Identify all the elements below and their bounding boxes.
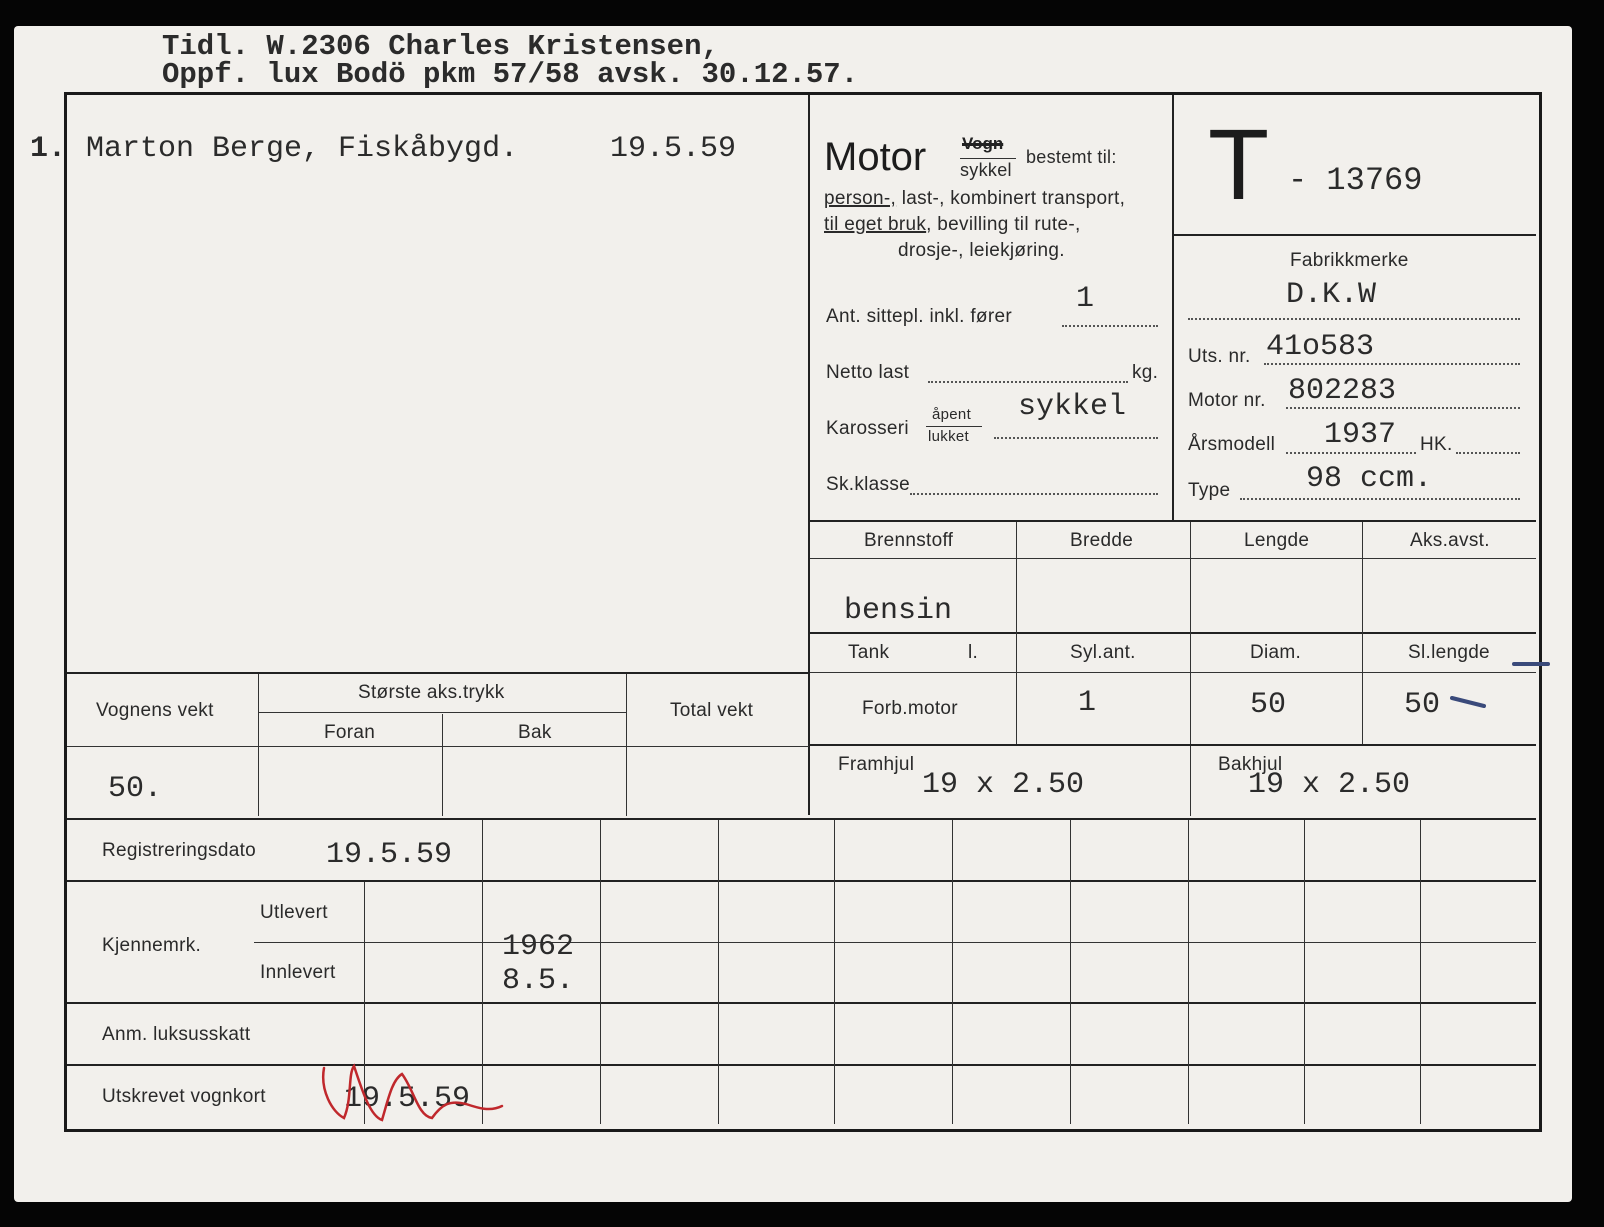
tank-unit: l. <box>968 642 979 663</box>
reg-col-j <box>1420 820 1421 1124</box>
seats-label: Ant. sittepl. inkl. fører <box>826 306 1012 327</box>
fuel-table-top <box>810 520 1536 522</box>
weight-table-top <box>67 672 809 674</box>
bakhjul-value: 19 x 2.50 <box>1248 768 1411 802</box>
ink-mark-sl <box>1450 692 1490 712</box>
diam-header: Diam. <box>1250 642 1302 663</box>
vognkort-value: 19.5.59 <box>344 1082 471 1116</box>
type-dots <box>1240 498 1520 500</box>
skklasse-label: Sk.klasse <box>826 474 911 495</box>
ink-mark-edge <box>1512 656 1552 672</box>
karosseri-label: Karosseri <box>826 418 909 439</box>
registration-row-2 <box>67 880 1536 882</box>
kjenn-mid-rule <box>254 942 1536 943</box>
purpose-line-1-rest: last-, kombinert transport, <box>896 188 1126 209</box>
framhjul-value: 19 x 2.50 <box>922 768 1085 802</box>
foran-label: Foran <box>324 722 376 743</box>
bestemt-til: bestemt til: <box>1026 147 1117 167</box>
syl-value: 1 <box>1078 686 1097 720</box>
reg-col-i <box>1304 820 1305 1124</box>
purpose-line-1 <box>824 188 1125 210</box>
owner-panel-divider <box>808 95 810 815</box>
utlevert-label: Utlevert <box>260 902 328 923</box>
purpose-line-2-rest: , bevilling til rute-, <box>926 214 1081 235</box>
wheel-col <box>1190 746 1191 816</box>
brennstoff-header: Brennstoff <box>864 530 954 551</box>
fuel-table-mid <box>810 632 1536 634</box>
storste-akstrykk-label: Største aks.trykk <box>358 682 505 703</box>
vogn-sykkel-rule <box>960 158 1016 159</box>
total-vekt-label: Total vekt <box>670 700 754 721</box>
weight-col-1 <box>258 674 259 816</box>
registration-row-4 <box>67 1064 1536 1066</box>
year-label: Årsmodell <box>1188 434 1276 455</box>
reg-col-c <box>600 820 601 1124</box>
tank-header: Tank <box>848 642 890 663</box>
fuel-col-2 <box>1190 522 1191 744</box>
innlevert-label: Innlevert <box>260 962 336 983</box>
vogn-struck: Vogn <box>962 134 1004 153</box>
purpose-reg-divider <box>1172 95 1174 520</box>
fuel-header-rule <box>810 558 1536 559</box>
framhjul-label: Framhjul <box>838 754 915 775</box>
motor-word: Motor <box>824 135 927 179</box>
year-dots <box>1286 452 1416 454</box>
red-signature-scribble <box>318 1060 508 1130</box>
bakhjul-label: Bakhjul <box>1218 754 1283 775</box>
reg-number: - 13769 <box>1288 162 1423 199</box>
weight-col-2 <box>442 714 443 816</box>
netto-dots <box>928 381 1128 383</box>
reg-col-g <box>1070 820 1071 1124</box>
registreringsdato-label: Registreringsdato <box>102 840 257 861</box>
engine-table-bottom <box>810 744 1536 746</box>
seats-value: 1 <box>1076 282 1095 316</box>
karosseri-dots <box>994 437 1158 439</box>
karosseri-fraction-rule <box>926 426 982 427</box>
karosseri-value: sykkel <box>1018 390 1127 424</box>
fuel-col-3 <box>1362 522 1363 744</box>
innlevert-year: 1962 <box>502 930 575 964</box>
netto-label: Netto last <box>826 362 910 383</box>
fabrikkmerke-label: Fabrikkmerke <box>1290 250 1409 271</box>
vognens-vekt-label: Vognens vekt <box>96 700 214 721</box>
reg-letter: T <box>1208 109 1270 221</box>
year-value: 1937 <box>1324 418 1397 452</box>
reg-col-h <box>1188 820 1189 1124</box>
lengde-header: Lengde <box>1244 530 1310 551</box>
kjennemrk-label: Kjennemrk. <box>102 935 202 956</box>
owner-date: 19.5.59 <box>610 132 737 166</box>
owner-name: Marton Berge, Fiskåbygd. <box>86 132 519 166</box>
motor-nr-label: Motor nr. <box>1188 390 1266 411</box>
skklasse-dots <box>910 493 1158 495</box>
previous-owner-note: Tidl. W.2306 Charles Kristensen, <box>162 30 719 63</box>
owner-number: 1. <box>30 132 67 166</box>
weight-aks-rule <box>258 712 626 713</box>
innlevert-date: 8.5. <box>502 964 575 998</box>
registreringsdato-value: 19.5.59 <box>326 838 453 872</box>
bredde-header: Bredde <box>1070 530 1134 551</box>
sl-value: 50 <box>1404 688 1441 722</box>
luksusskatt-label: Anm. luksusskatt <box>102 1024 251 1045</box>
weight-col-3 <box>626 674 627 816</box>
sllengde-header: Sl.lengde <box>1408 642 1490 663</box>
aksavst-header: Aks.avst. <box>1410 530 1490 551</box>
reg-col-e <box>834 820 835 1124</box>
sylant-header: Syl.ant. <box>1070 642 1136 663</box>
hk-label: HK. <box>1420 434 1453 455</box>
uts-label: Uts. nr. <box>1188 346 1251 367</box>
engine-header-rule <box>810 672 1536 673</box>
vehicle-type-block <box>824 135 926 180</box>
reg-divider <box>1174 234 1536 236</box>
person-underlined: person-, <box>824 188 897 209</box>
fabrikkmerke-dots <box>1188 318 1520 320</box>
registration-row-3 <box>67 1002 1536 1004</box>
type-label: Type <box>1188 480 1231 501</box>
bak-label: Bak <box>518 722 552 743</box>
karosseri-lukket: lukket <box>928 428 969 445</box>
diam-value: 50 <box>1250 688 1287 722</box>
karosseri-apent: åpent <box>932 406 972 423</box>
fuel-col-1 <box>1016 522 1017 744</box>
purpose-line-3: drosje-, leiekjøring. <box>898 240 1065 261</box>
motor-nr-value: 802283 <box>1288 374 1397 408</box>
weight-header-rule <box>67 746 809 747</box>
purpose-line-2 <box>824 214 1081 236</box>
sykkel-word: sykkel <box>960 160 1012 180</box>
deregistration-note: Oppf. lux Bodö pkm 57/58 avsk. 30.12.57. <box>162 58 859 91</box>
eget-bruk-underlined: til eget bruk <box>824 214 927 235</box>
reg-col-f <box>952 820 953 1124</box>
uts-value: 41o583 <box>1266 330 1375 364</box>
fuel-value: bensin <box>844 594 953 628</box>
fabrikkmerke-value: D.K.W <box>1286 278 1377 312</box>
type-value: 98 ccm. <box>1306 462 1433 496</box>
seats-dots <box>1062 325 1158 327</box>
registration-top <box>67 818 1536 820</box>
netto-unit: kg. <box>1132 362 1159 383</box>
vognkort-label: Utskrevet vognkort <box>102 1086 266 1107</box>
forb-motor-label: Forb.motor <box>862 698 958 719</box>
reg-col-d <box>718 820 719 1124</box>
hk-dots <box>1456 452 1520 454</box>
vognens-vekt-value: 50. <box>108 772 163 806</box>
